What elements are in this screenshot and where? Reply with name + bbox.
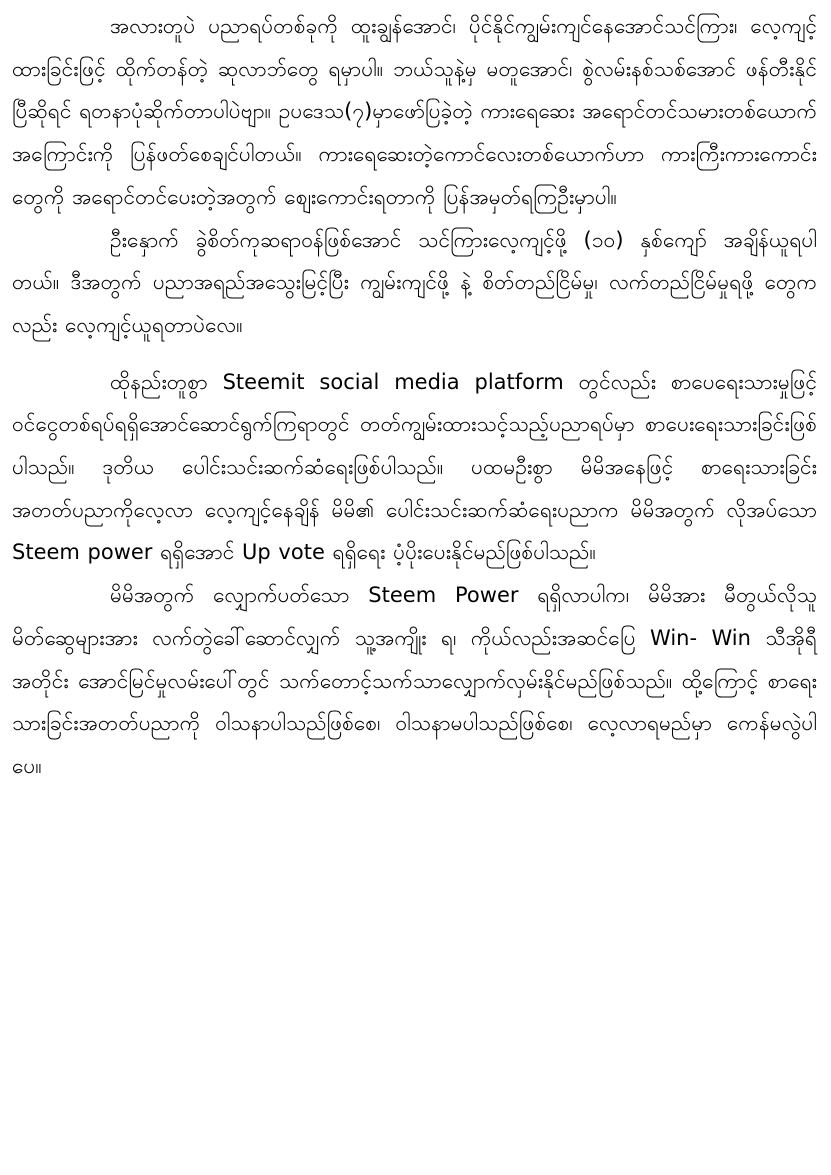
paragraph-1: အလားတူပဲ ပညာရပ်တစ်ခုကို ထူးချွန်အောင်၊ ပိုင်နိုင်ကျွမ်းကျင်နေအောင်သင်ကြား၊ လေ့ကျင့်ထားခြင်းဖြင့် ထိုက်တန်တဲ့ ဆုလာဘ်တွေ ရမှာပါ။ ဘယ်သူနဲ့မှ မတူအောင်၊ စွဲလမ်းနစ်သစ်အောင် ဖန်တီးနိုင်ပြီဆိုရင် ရတနာပုံဆိုက်တာပါပဲဗျာ။ ဥပဒေသ(၇)မှာဖော်ပြခဲ့တဲ့ ကားရေဆေး အရောင်တင်သမားတစ်ယောက်အကြောင်းကို ပြန်ဖတ်စေချင်ပါတယ်။ ကားရေဆေးတဲ့ကောင်လေးတစ်ယောက်ဟာ ကားကြီးကားကောင်းတွေကို အရောင်တင်ပေးတဲ့အတွက် စျေးကောင်းရတာကို ပြန်အမှတ်ရကြဦးမှာပါ။ [12, 14, 817, 209]
paragraph-3: ထိုနည်းတူစွာ Steemit social media platform တွင်လည်း စာပေရေးသားမှုဖြင့် ဝင်ငွေတစ်ရပ်ရရှိအောင်ဆောင်ရွက်ကြရာတွင် တတ်ကျွမ်းထားသင့်သည့်ပညာရပ်မှာ စာပေးရေးသားခြင်းဖြစ်ပါသည်။ ဒုတိယ ပေါင်းသင်းဆက်ဆံရေးဖြစ်ပါသည်။ ပထမဦးစွာ မိမိအနေဖြင့် စာရေးသားခြင်း အတတ်ပညာကိုလေ့လာ လေ့ကျင့်နေချိန် မိမိ၏ ပေါင်းသင်းဆက်ဆံရေးပညာက မိမိအတွက် လိုအပ်သော Steem power ရရှိအောင် Up vote ရရှိရေး ပံ့ပိုးပေးနိုင်မည်ဖြစ်ပါသည်။ [12, 369, 817, 565]
document-body [12, 0, 817, 788]
paragraph-2: ဦးနှောက် ခွဲစိတ်ကုဆရာဝန်ဖြစ်အောင် သင်ကြားလေ့ကျင့်ဖို့ (၁၀) နှစ်ကျော် အချိန်ယူရပါတယ်။ ဒီအတွက် ပညာအရည်အသွေးမြင့်ပြီး ကျွမ်းကျင်ဖို့ နဲ့ စိတ်တည်ငြိမ်မှု၊ လက်တည်ငြိမ်မှုရဖို့ တွေကလည်း လေ့ကျင့်ယူရတာပဲလေ။ [12, 227, 817, 337]
paragraph-4: မိမိအတွက် လျှောက်ပတ်သော Steem Power ရရှိလာပါက၊ မိမိအား မီတွယ်လိုသူ မိတ်ဆွေများအား လက်တွဲခေါ်ဆောင်လျှက် သူ့အကျိုး ရ၊ ကိုယ်လည်းအဆင်ပြေ Win- Win သီအိုရီအတိုင်း အောင်မြင်မှုလမ်းပေါ်တွင် သက်တောင့်သက်သာလျှောက်လှမ်းနိုင်မည်ဖြစ်သည်။ ထို့ကြောင့် စာရေးသားခြင်းအတတ်ပညာကို ဝါသနာပါသည်ဖြစ်စေ၊ ဝါသနာမပါသည်ဖြစ်စေ၊ လေ့လာရမည်မှာ ကေန်မလွဲပါပေ။ [12, 583, 817, 778]
